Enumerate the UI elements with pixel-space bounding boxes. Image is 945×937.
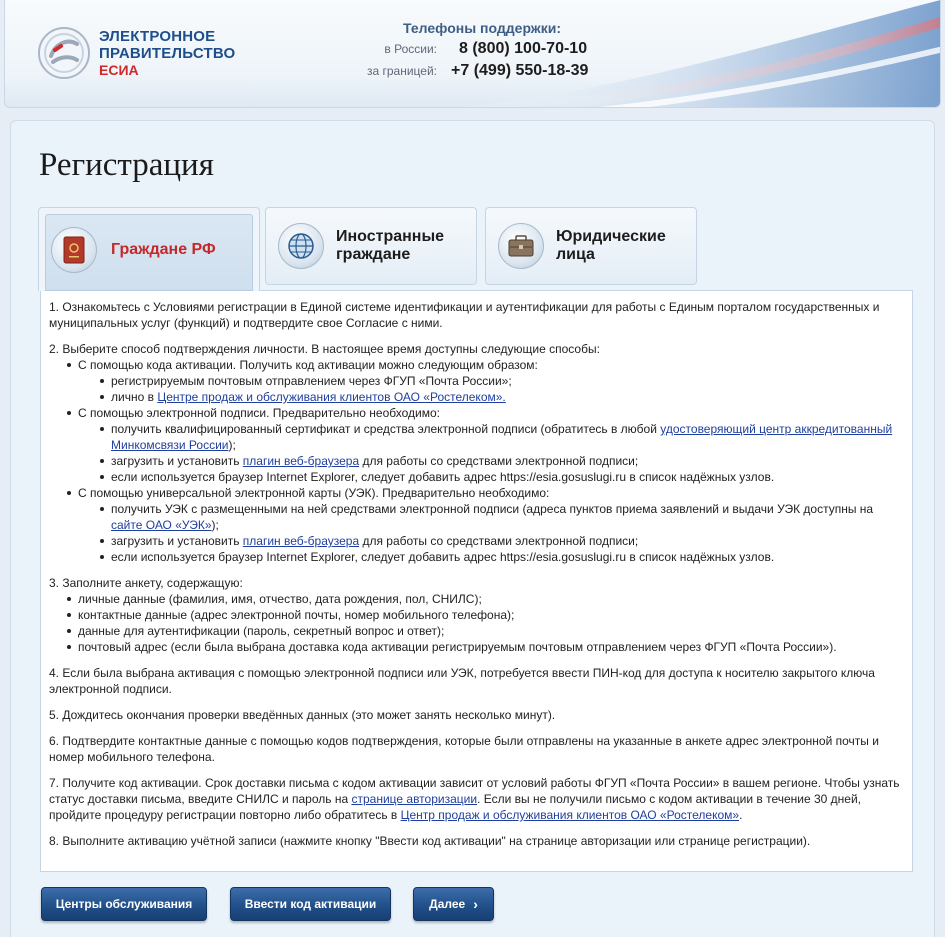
russia-phone: 8 (800) 100-70-10 (459, 40, 588, 57)
auth-page-link[interactable]: странице авторизации (351, 792, 478, 806)
tab-legal-entities-label (556, 228, 666, 264)
list-item: данные для аутентификации (пароль, секретный вопрос и ответ); (65, 623, 904, 639)
step-2 (49, 341, 904, 565)
site-header (4, 0, 941, 108)
browser-plugin-link-2[interactable]: плагин веб-браузера (242, 534, 360, 548)
esia-emblem-icon (37, 26, 91, 80)
list-item: С помощью кода активации. Получить код активации можно следующим образом: регистрируемым почтовым отправлением через ФГУП «Почта России»; лично в Центре продаж и обслуживания клиентов ОАО «Ростелеком». (65, 357, 904, 405)
abroad-label: за границей: (366, 64, 437, 78)
enter-activation-code-button[interactable]: Ввести код активации (230, 887, 391, 921)
list-item: личные данные (фамилия, имя, отчество, дата рождения, пол, СНИЛС); (65, 591, 904, 607)
registration-panel (10, 120, 935, 937)
support-title: Телефоны поддержки: (403, 20, 562, 36)
abroad-phone: +7 (499) 550-18-39 (451, 62, 589, 79)
browser-plugin-link[interactable]: плагин веб-браузера (242, 454, 360, 468)
rostelecom-centers-link-2[interactable]: Центр продаж и обслуживания клиентов ОАО «Ростелеком» (400, 808, 740, 822)
tab-foreign-citizens[interactable] (265, 207, 477, 285)
service-centers-button[interactable]: Центры обслуживания (41, 887, 207, 921)
logo-line-2: ПРАВИТЕЛЬСТВО (99, 44, 236, 62)
tab-foreign-citizens-label (336, 228, 444, 264)
step-1: 1. Ознакомьтесь с Условиями регистрации в Единой системе идентификации и аутентификации для работы с Единым порталом государственных и муниципальных услуг (функций) и подтвердите свое Согласие с ними. (49, 300, 880, 330)
tab-citizens-rf-label: Граждане РФ (111, 240, 216, 258)
uek-site-link[interactable]: сайте ОАО «УЭК» (111, 518, 212, 532)
rostelecom-centers-link[interactable]: Центре продаж и обслуживания клиентов ОАО «Ростелеком». (157, 390, 506, 404)
tab-legal-label-line1: Юридические (556, 228, 666, 245)
tab-foreign-label-line2: граждане (336, 246, 411, 263)
list-item: контактные данные (адрес электронной почты, номер мобильного телефона); (65, 607, 904, 623)
step-5: 5. Дождитесь окончания проверки введённых данных (это может занять несколько минут). (49, 708, 556, 722)
tab-citizens-rf[interactable] (38, 207, 260, 291)
list-item: загрузить и установить плагин веб-браузера для работы со средствами электронной подписи; (98, 533, 904, 549)
passport-icon (51, 227, 97, 273)
tab-foreign-label-line1: Иностранные (336, 228, 445, 245)
list-item: загрузить и установить плагин веб-браузера для работы со средствами электронной подписи; (98, 453, 904, 469)
step-7: 7. Получите код активации. Срок доставки письма с кодом активации зависит от условий работы ФГУП «Почта России» в вашем регионе. Чтобы узнать статус доставки письма, введите СНИЛС и пароль на странице авторизации. Если вы не получили письмо с кодом активации в течение 30 дней, пройдите процедуру регистрации повторно либо обратитесь в Центр продаж и обслуживания клиентов ОАО «Ростелеком». (49, 776, 900, 822)
globe-icon (278, 223, 324, 269)
list-item: регистрируемым почтовым отправлением через ФГУП «Почта России»; (98, 373, 904, 389)
list-item: получить УЭК с размещенными на ней средствами электронной подписи (адреса пунктов приема заявлений и выдачи УЭК доступны на сайте ОАО «УЭК»); (98, 501, 904, 533)
list-item: получить квалифицированный сертификат и средства электронной подписи (обратитесь в любой удостоверяющий центр аккредитованный Минкомсвязи России); (98, 421, 904, 453)
step-6: 6. Подтвердите контактные данные с помощью кодов подтверждения, которые были отправлены на указанные в анкете адрес электронной почты и номер мобильного телефона. (49, 734, 879, 764)
step-3 (49, 575, 904, 655)
list-item: если используется браузер Internet Explorer, следует добавить адрес https://esia.gosuslugi.ru в список надёжных узлов. (98, 469, 904, 485)
tab-legal-entities[interactable] (485, 207, 697, 285)
next-button-label: Далее (429, 897, 466, 911)
step-2-text: 2. Выберите способ подтверждения личности. В настоящее время доступны следующие способы: (49, 342, 600, 356)
list-item: лично в Центре продаж и обслуживания клиентов ОАО «Ростелеком». (98, 389, 904, 405)
support-phones (345, 20, 645, 80)
list-item: если используется браузер Internet Explorer, следует добавить адрес https://esia.gosuslugi.ru в список надёжных узлов. (98, 549, 904, 565)
step-3-text: 3. Заполните анкету, содержащую: (49, 576, 243, 590)
list-item: С помощью электронной подписи. Предварительно необходимо: получить квалифицированный сертификат и средства электронной подписи (обратитесь в любой удостоверяющий центр аккредитованный Минкомсвязи России); загрузить и установить плагин веб-браузера для работы со средствами электронной подписи; если используется браузер Internet Explorer, следует добавить адрес https://esia.gosuslugi.ru в список надёжных узлов. (65, 405, 904, 485)
briefcase-icon (498, 223, 544, 269)
russia-label: в России: (384, 42, 437, 56)
chevron-right-icon: › (473, 896, 478, 912)
next-button[interactable] (413, 887, 494, 921)
list-item: С помощью универсальной электронной карты (УЭК). Предварительно необходимо: получить УЭК с размещенными на ней средствами электронной подписи (адреса пунктов приема заявлений и выдачи УЭК доступны на сайте ОАО «УЭК»); загрузить и установить плагин веб-браузера для работы со средствами электронной подписи; если используется браузер Internet Explorer, следует добавить адрес https://esia.gosuslugi.ru в список надёжных узлов. (65, 485, 904, 565)
instructions-box (40, 290, 913, 872)
page-title: Регистрация (39, 147, 214, 183)
step-4: 4. Если была выбрана активация с помощью электронной подписи или УЭК, потребуется ввести ПИН-код для доступа к носителю закрытого ключа электронной подписи. (49, 666, 875, 696)
accredited-center-link[interactable]: удостоверяющий центр аккредитованный Минкомсвязи России (111, 422, 893, 452)
logo-line-1: ЭЛЕКТРОННОЕ (99, 27, 216, 45)
tab-legal-label-line2: лица (556, 246, 595, 263)
list-item: почтовый адрес (если была выбрана доставка кода активации регистрируемым почтовым отправлением через ФГУП «Почта России»). (65, 639, 904, 655)
esia-logo[interactable] (37, 26, 235, 80)
logo-line-3: ЕСИА (99, 61, 139, 78)
step-8: 8. Выполните активацию учётной записи (нажмите кнопку "Ввести код активации" на странице авторизации или странице регистрации). (49, 834, 811, 848)
